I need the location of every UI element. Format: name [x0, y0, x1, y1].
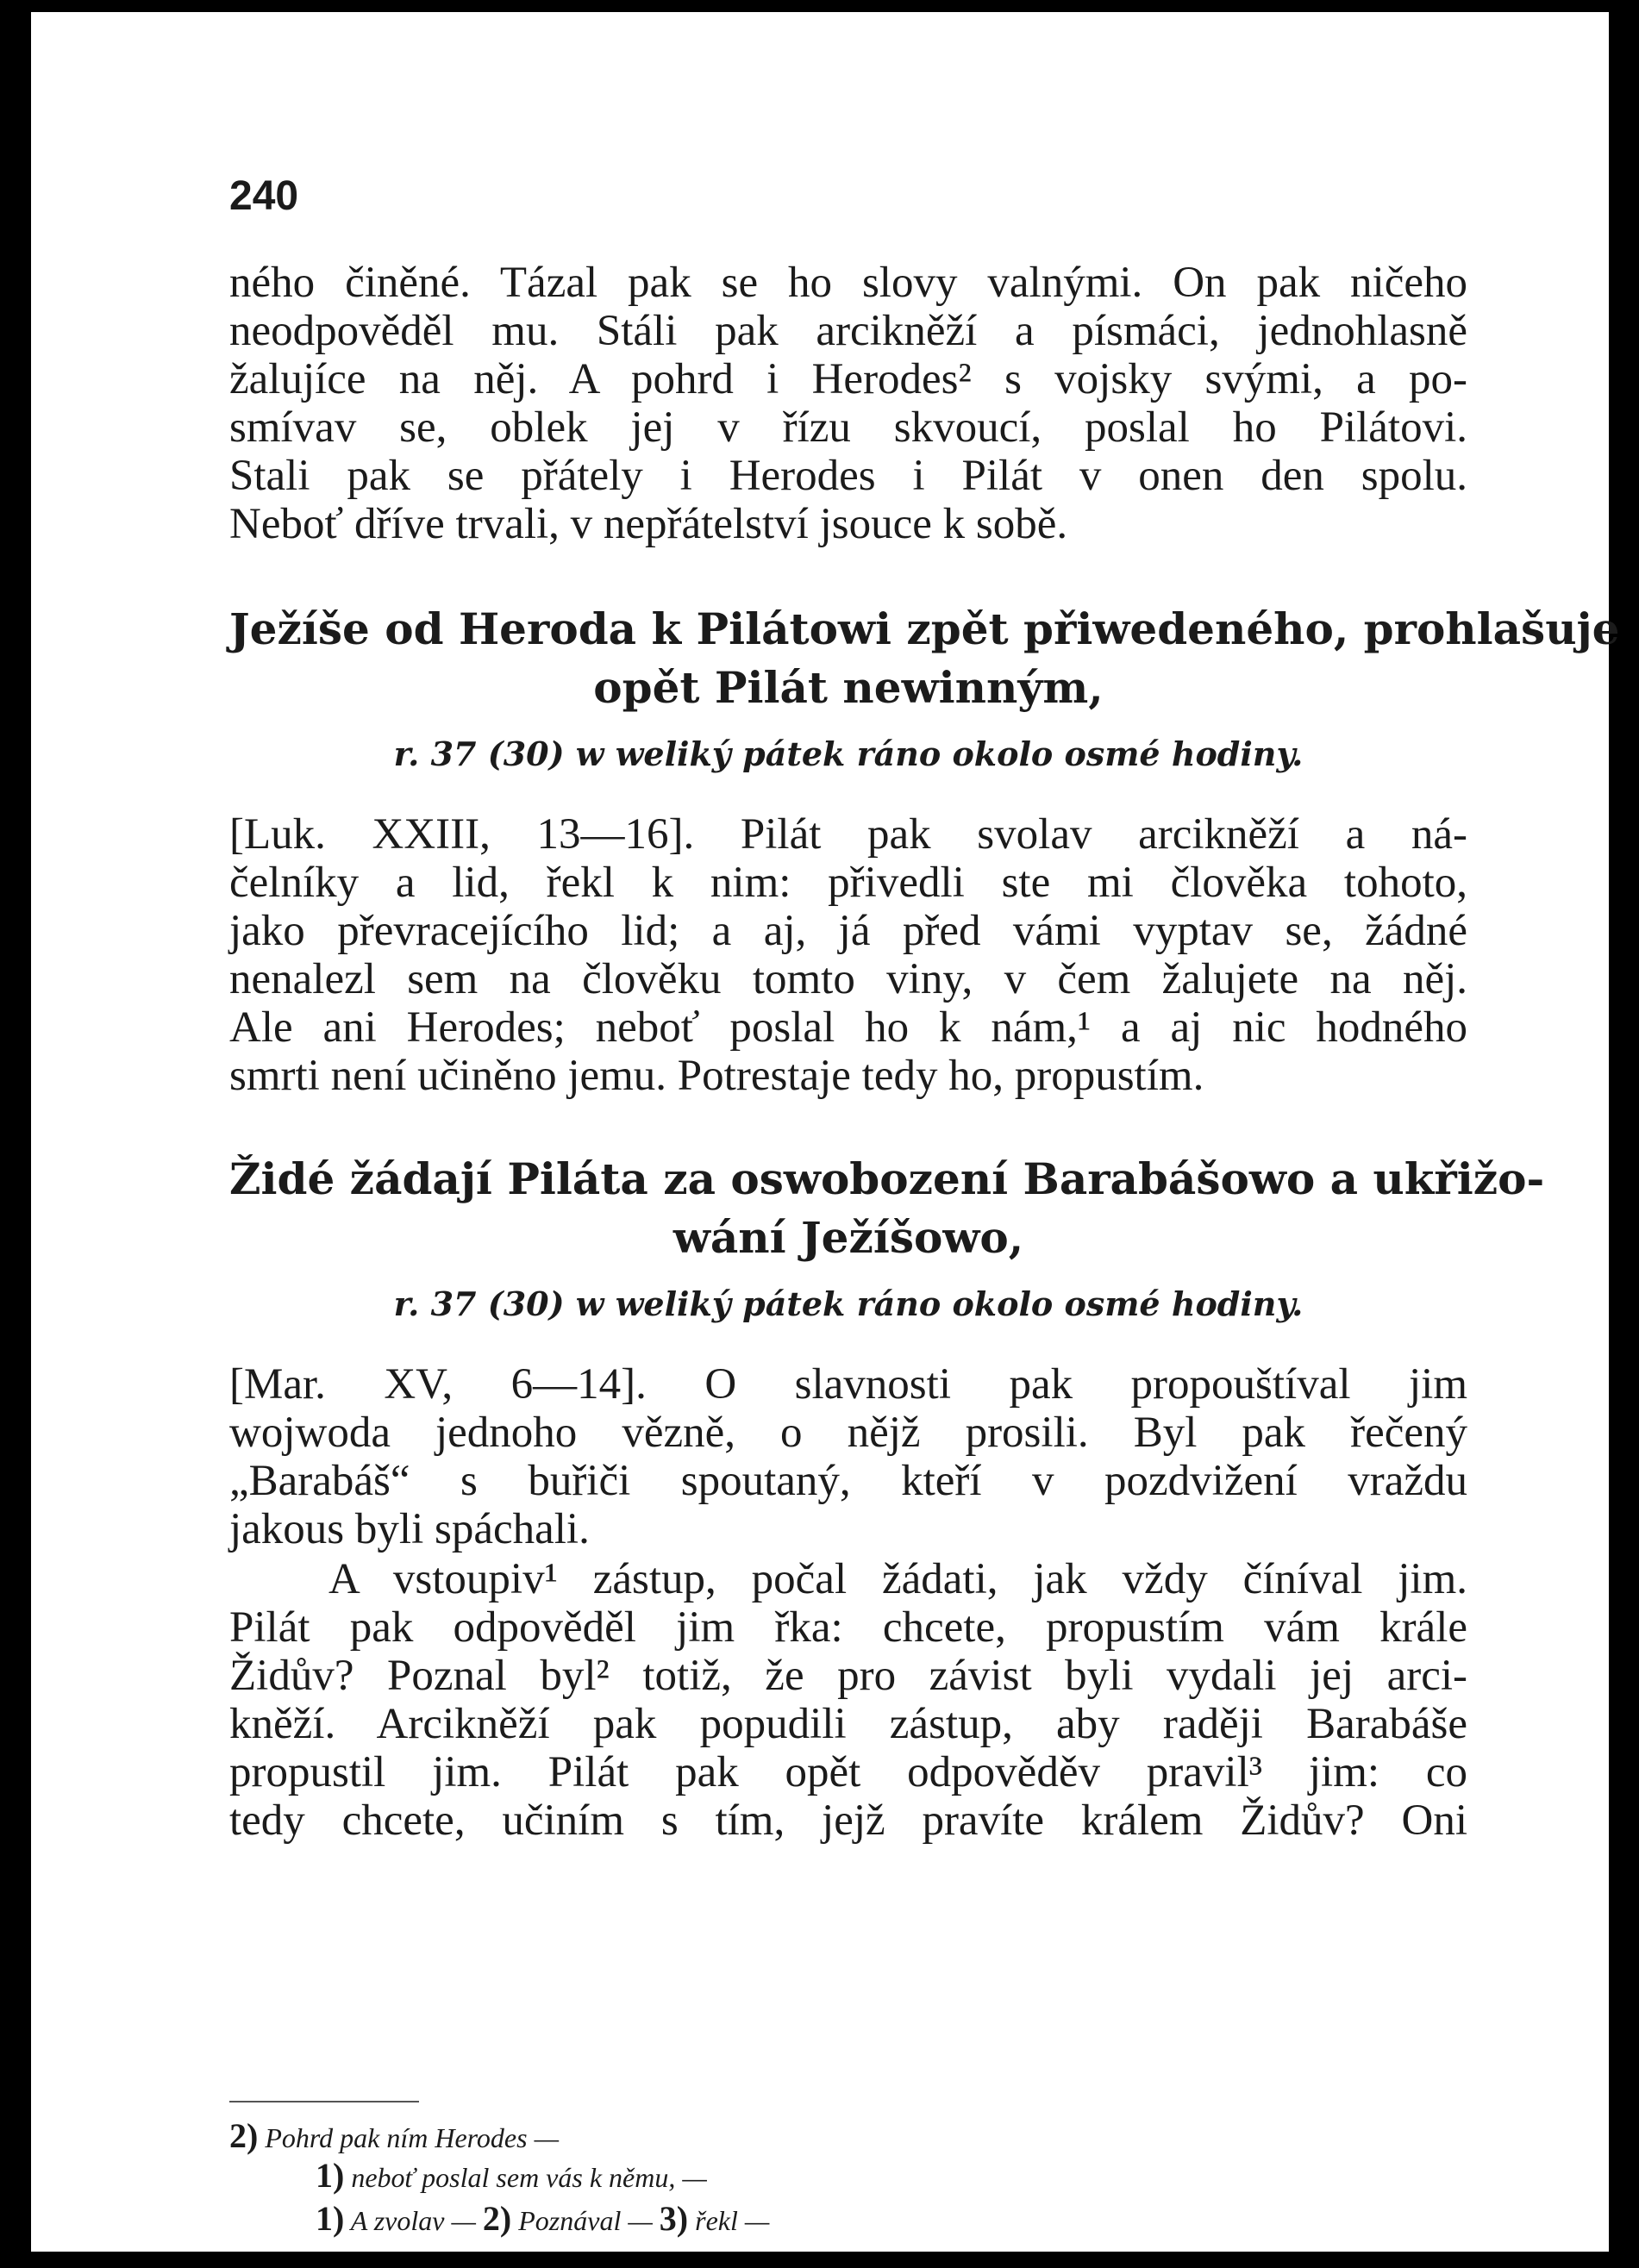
text-line: tedy chcete, učiním s tím, jejž pravíte králem Židův? Oni	[229, 1796, 1467, 1845]
page-number: 240	[229, 173, 299, 219]
footnote-text: řekl —	[695, 2205, 770, 2236]
text-line: žalujíce na něj. A pohrd i Herodes² s vojsky svými, a po-	[229, 355, 1467, 403]
text-line: wojwoda jednoho vězně, o nějž prosili. Byl pak řečený	[229, 1409, 1467, 1457]
text-line: kněží. Arcikněží pak popudili zástup, aby raději Barabáše	[229, 1700, 1467, 1748]
text-line: Neboť dříve trvali, v nepřátelství jsouce k sobě.	[229, 500, 1068, 548]
footnote	[316, 2200, 769, 2240]
text-line: „Barabáš“ s buřiči spoutaný, kteří v pozdvižení vraždu	[229, 1457, 1467, 1505]
footnote-number: 2)	[229, 2116, 259, 2155]
footnote	[229, 2117, 559, 2157]
text-line: smrti není učiněno jemu. Potrestaje tedy ho, propustím.	[229, 1052, 1204, 1100]
footnote-text: Poznával —	[518, 2205, 653, 2236]
text-line: A vstoupiv¹ zástup, počal žádati, jak vždy číníval jim.	[328, 1555, 1467, 1603]
footnote-text: A zvolav —	[350, 2205, 476, 2236]
book-page	[31, 0, 1620, 2252]
text-line: Židův? Poznal byl² totiž, že pro závist byli vydali jej arci-	[229, 1652, 1467, 1700]
section-subheading-1: r. 37 (30) w weliký pátek ráno okolo osmé hodiny.	[393, 734, 1304, 773]
footnote-number: 1)	[316, 2156, 345, 2195]
heading-line: Židé žádají Piláta za oswobození Barabášowo a ukřižo-	[229, 1153, 1545, 1204]
heading-line: wání Ježíšowo,	[672, 1212, 1024, 1263]
heading-line: Ježíše od Heroda k Pilátowi zpět přiwedeného, prohlašuje	[229, 603, 1620, 654]
heading-line: opět Pilát newinným,	[593, 662, 1104, 713]
footnote-number: 2)	[482, 2199, 512, 2238]
text-line: propustil jim. Pilát pak opět odpověděv pravil³ jim: co	[229, 1748, 1467, 1796]
text-line: nenalezl sem na člověku tomto viny, v čem žalujete na něj.	[229, 955, 1467, 1003]
footnote-text: neboť poslal sem vás k němu, —	[351, 2162, 707, 2193]
footnote-number: 3)	[659, 2199, 689, 2238]
text-line: smívav se, oblek jej v řízu skvoucí, poslal ho Pilátovi.	[229, 403, 1467, 452]
scan-edge	[31, 0, 1609, 12]
footnote-number: 1)	[316, 2199, 345, 2238]
text-line: neodpověděl mu. Stáli pak arcikněží a písmáci, jednohlasně	[229, 307, 1467, 355]
text-line: [Mar. XV, 6—14]. O slavnosti pak propouštíval jim	[229, 1360, 1467, 1409]
text-line: ného činěné. Tázal pak se ho slovy valnými. On pak ničeho	[229, 259, 1467, 307]
text-line: Stali pak se přátely i Herodes i Pilát v onen den spolu.	[229, 452, 1467, 500]
section-subheading-2: r. 37 (30) w weliký pátek ráno okolo osmé hodiny.	[393, 1284, 1304, 1323]
text-line: Ale ani Herodes; neboť poslal ho k nám,¹ a aj nic hodného	[229, 1003, 1467, 1052]
text-line: jakous byli spáchali.	[229, 1505, 590, 1553]
text-line: jako převracejícího lid; a aj, já před vámi vyptav se, žádné	[229, 907, 1467, 955]
footnote-rule	[229, 2101, 419, 2102]
footnote-text: Pohrd pak ním Herodes —	[265, 2122, 560, 2153]
text-line: Pilát pak odpověděl jim řka: chcete, propustím vám krále	[229, 1603, 1467, 1652]
footnote	[316, 2157, 707, 2196]
text-line: [Luk. XXIII, 13—16]. Pilát pak svolav arcikněží a ná-	[229, 810, 1467, 859]
text-line: čelníky a lid, řekl k nim: přivedli ste mi člověka tohoto,	[229, 859, 1467, 907]
